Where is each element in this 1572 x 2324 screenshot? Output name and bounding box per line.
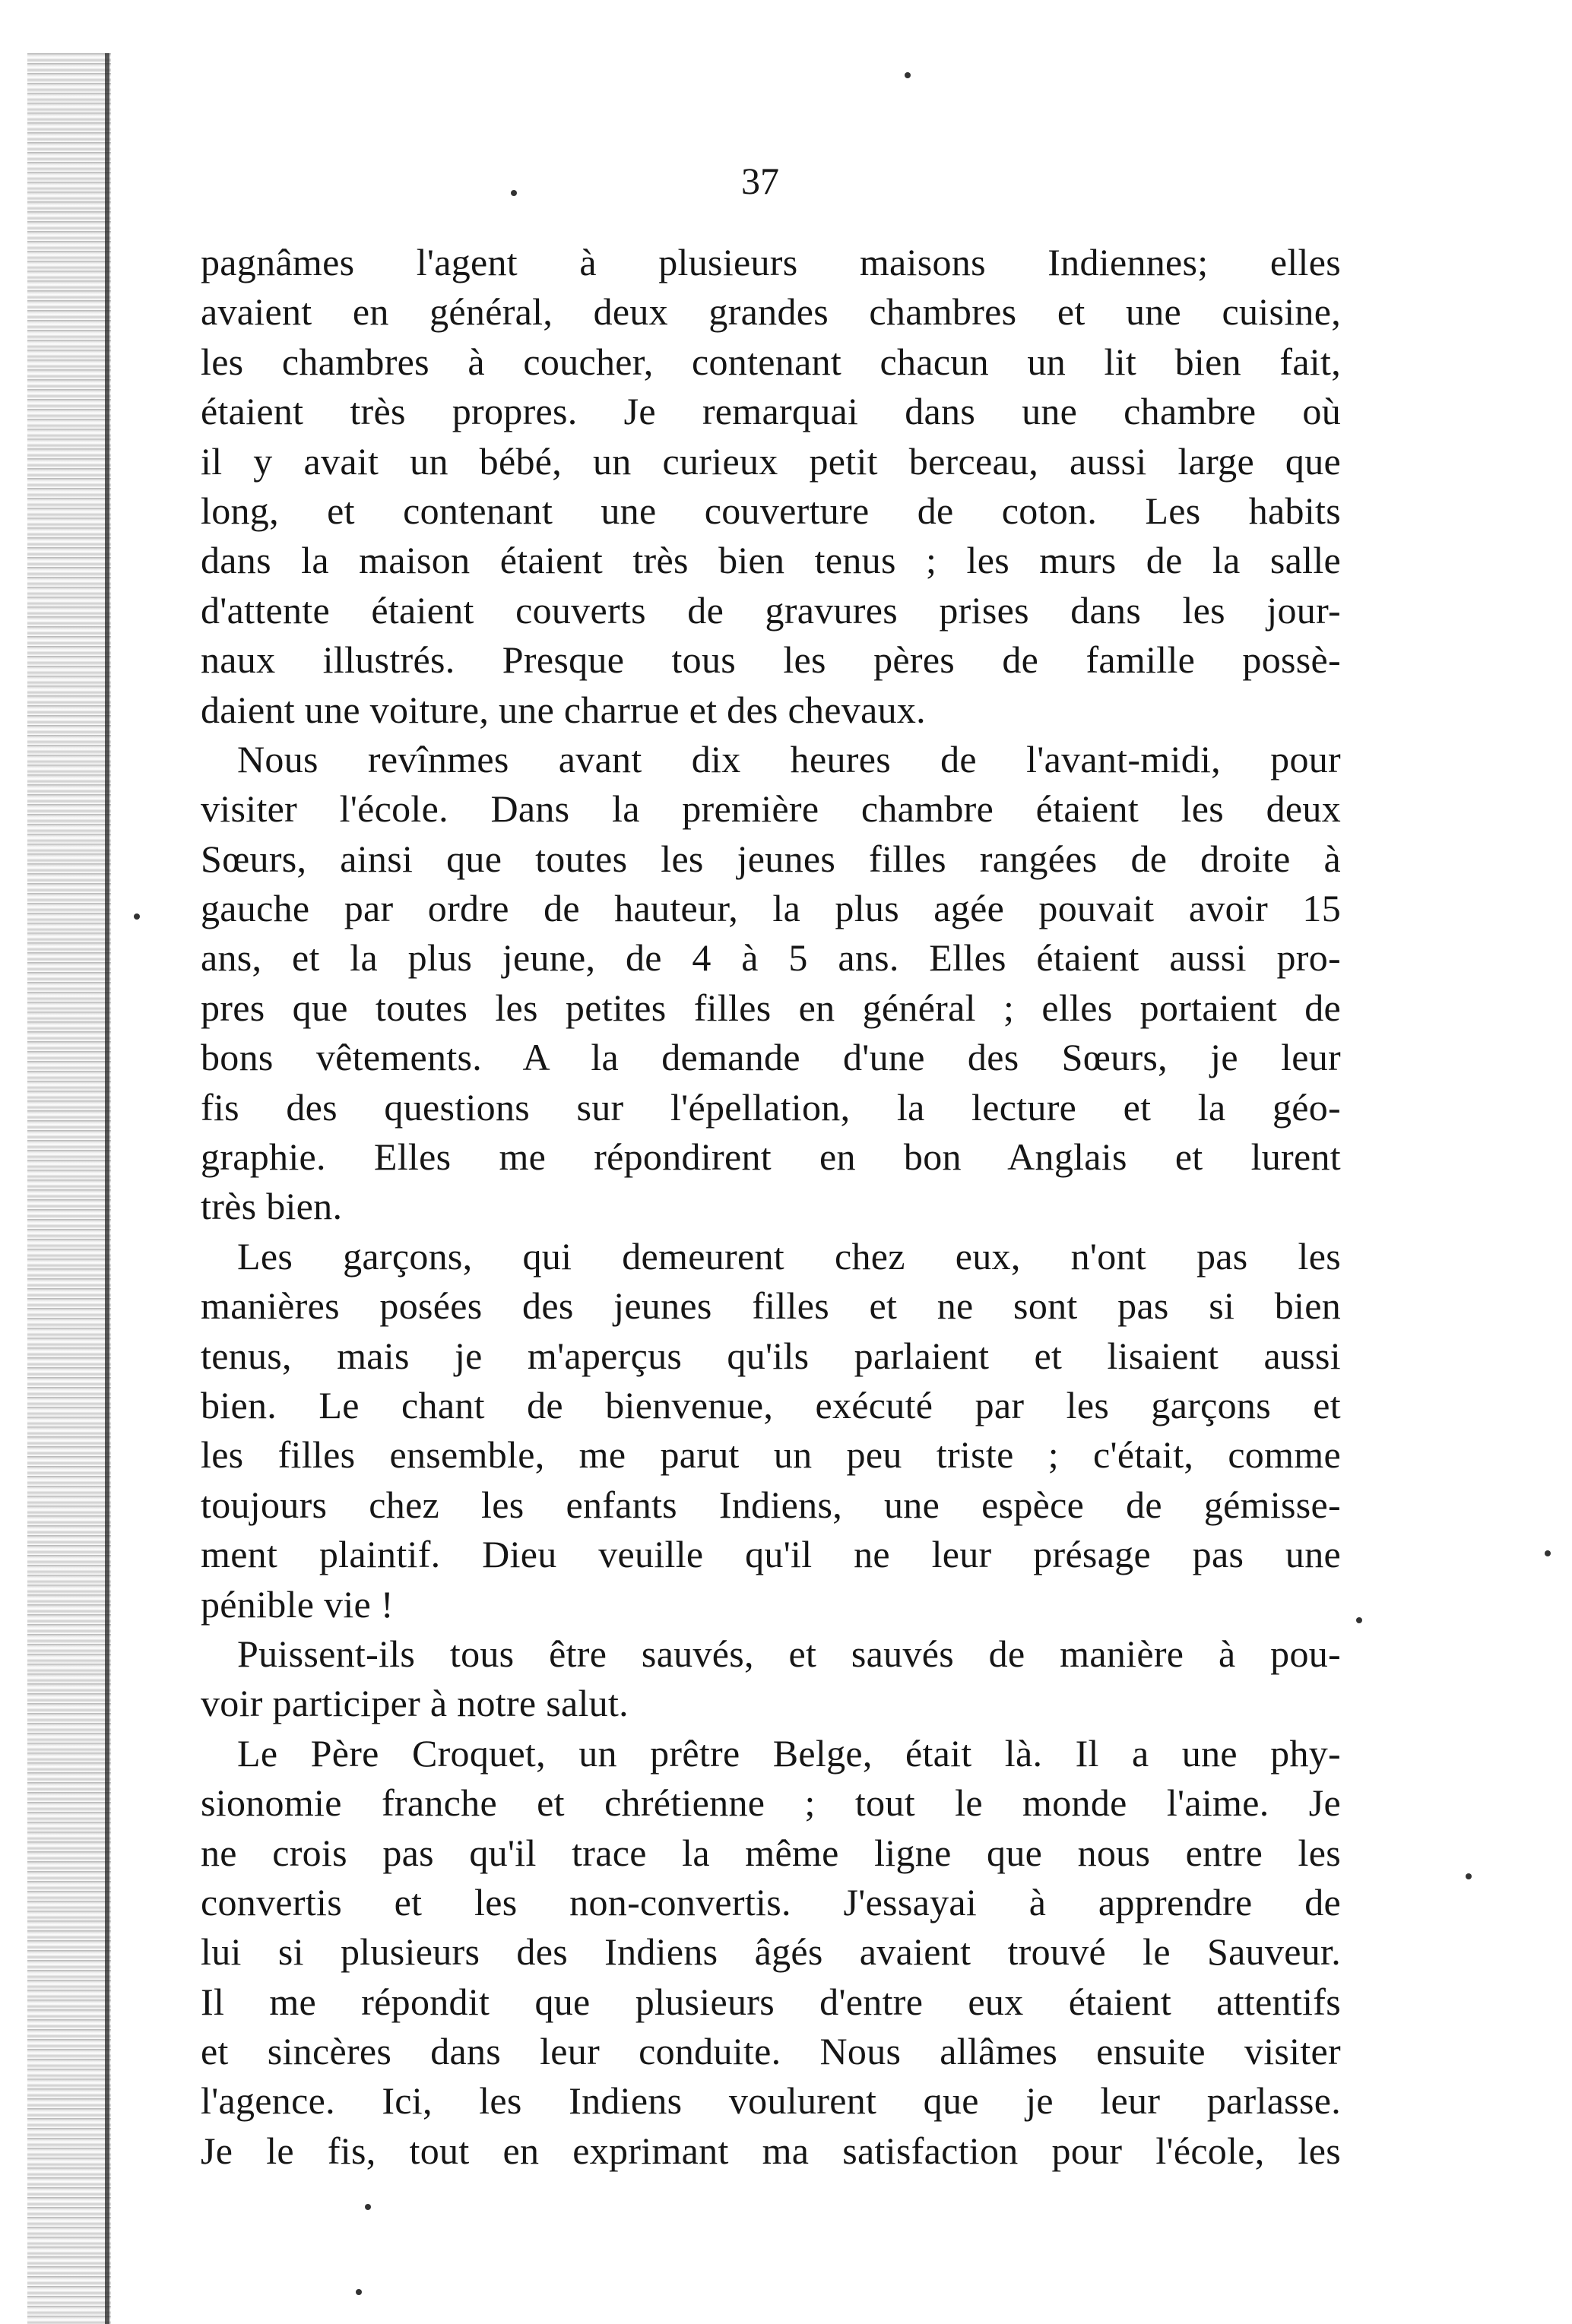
text-line: convertis et les non-convertis. J'essayai à apprendre de: [201, 1880, 1341, 1923]
text-line: ans, et la plus jeune, de 4 à 5 ans. Elles étaient aussi pro-: [201, 936, 1341, 980]
binding-edge: [27, 53, 111, 2324]
text-line: Sœurs, ainsi que toutes les jeunes filles rangées de droite à: [201, 837, 1341, 880]
text-line: bons vêtements. A la demande d'une des Sœurs, je leur: [201, 1036, 1341, 1079]
text-line: sionomie franche et chrétienne ; tout le monde l'aime. Je: [201, 1781, 1341, 1825]
print-speck: [356, 2289, 362, 2295]
text-line: étaient très propres. Je remarquai dans une chambre où: [201, 390, 1341, 433]
text-line: ne crois pas qu'il trace la même ligne que nous entre les: [201, 1831, 1341, 1874]
text-line: pagnâmes l'agent à plusieurs maisons Indiennes; elles: [201, 241, 1341, 283]
text-line: pénible vie !: [201, 1582, 394, 1626]
text-line: l'agence. Ici, les Indiens voulurent que je leur parlasse.: [201, 2079, 1341, 2123]
text-line: toujours chez les enfants Indiens, une espèce de gémisse-: [201, 1483, 1341, 1526]
text-line: lui si plusieurs des Indiens âgés avaient trouvé le Sauveur.: [201, 1930, 1341, 1974]
print-speck: [1356, 1617, 1362, 1623]
binding-line: [105, 53, 109, 2324]
text-line: les filles ensemble, me parut un peu triste ; c'était, comme: [201, 1433, 1341, 1477]
text-line: voir participer à notre salut.: [201, 1682, 629, 1725]
text-line: pres que toutes les petites filles en général ; elles portaient de: [201, 986, 1341, 1029]
text-line: manières posées des jeunes filles et ne sont pas si bien: [201, 1284, 1341, 1328]
text-line: bien. Le chant de bienvenue, exécuté par les garçons et: [201, 1383, 1341, 1426]
text-line: Je le fis, tout en exprimant ma satisfaction pour l'école, les: [201, 2129, 1341, 2172]
text-line: les chambres à coucher, contenant chacun un lit bien fait,: [201, 340, 1341, 383]
text-line: gauche par ordre de hauteur, la plus agée pouvait avoir 15: [201, 887, 1341, 930]
text-line: long, et contenant une couverture de coton. Les habits: [201, 489, 1341, 532]
text-line: dans la maison étaient très bien tenus ; les murs de la salle: [201, 539, 1341, 582]
page-number: 37: [741, 160, 779, 202]
text-line: très bien.: [201, 1185, 343, 1228]
text-line: avaient en général, deux grandes chambres et une cuisine,: [201, 290, 1341, 334]
text-line: il y avait un bébé, un curieux petit berceau, aussi large que: [201, 439, 1341, 483]
text-line: Nous revînmes avant dix heures de l'avant-midi, pour: [237, 737, 1341, 780]
text-line: graphie. Elles me répondirent en bon Anglais et lurent: [201, 1135, 1341, 1179]
text-line: fis des questions sur l'épellation, la lecture et la géo-: [201, 1085, 1341, 1129]
text-line: d'attente étaient couverts de gravures prises dans les jour-: [201, 588, 1341, 632]
text-line: ment plaintif. Dieu veuille qu'il ne leur présage pas une: [201, 1533, 1341, 1576]
text-line: Les garçons, qui demeurent chez eux, n'ont pas les: [237, 1234, 1341, 1278]
print-speck: [905, 72, 911, 78]
text-line: daient une voiture, une charrue et des chevaux.: [201, 688, 926, 731]
print-speck: [365, 2204, 371, 2210]
text-line: naux illustrés. Presque tous les pères de famille possè-: [201, 638, 1341, 682]
print-speck: [1466, 1873, 1472, 1879]
print-speck: [1545, 1550, 1551, 1556]
text-line: tenus, mais je m'aperçus qu'ils parlaient et lisaient aussi: [201, 1334, 1341, 1377]
text-line: et sincères dans leur conduite. Nous allâmes ensuite visiter: [201, 2030, 1341, 2073]
print-speck: [511, 190, 517, 196]
text-line: Le Père Croquet, un prêtre Belge, était là. Il a une phy-: [237, 1731, 1341, 1775]
body-text: [201, 238, 1341, 2176]
text-line: Il me répondit que plusieurs d'entre eux étaient attentifs: [201, 1980, 1341, 2023]
print-speck: [134, 913, 140, 920]
text-line: Puissent-ils tous être sauvés, et sauvés de manière à pou-: [237, 1632, 1341, 1675]
text-line: visiter l'école. Dans la première chambre étaient les deux: [201, 787, 1341, 831]
